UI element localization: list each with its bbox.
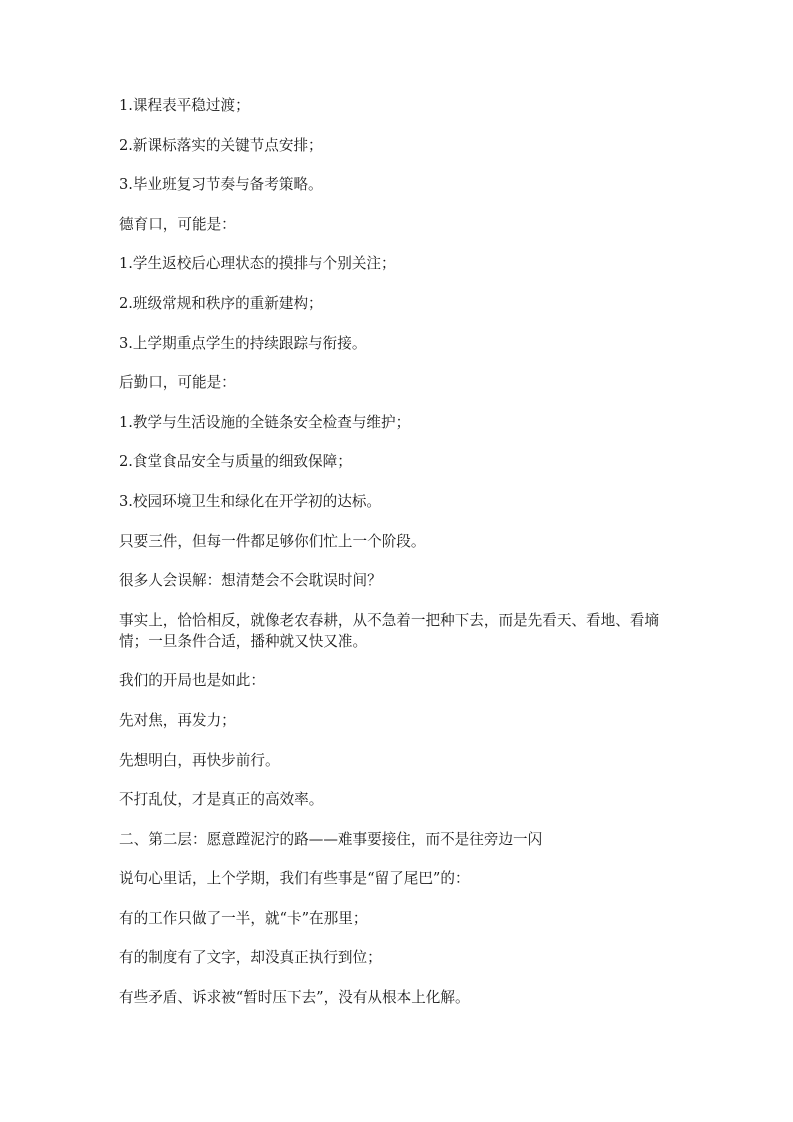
paragraph: 1.课程表平稳过渡； bbox=[119, 97, 250, 114]
paragraph: 先对焦，再发力； bbox=[119, 711, 236, 729]
paragraph: 2.新课标落实的关键节点安排； bbox=[119, 136, 323, 154]
paragraph: 德育口，可能是： bbox=[119, 215, 236, 233]
paragraph: 2.食堂食品安全与质量的细致保障； bbox=[119, 453, 352, 471]
paragraph: 3.上学期重点学生的持续跟踪与衔接。 bbox=[119, 334, 367, 352]
paragraph: 说句心里话，上个学期，我们有些事是“留了尾巴”的： bbox=[119, 870, 470, 888]
document-body bbox=[119, 95, 679, 1027]
paragraph: 后勤口，可能是： bbox=[119, 374, 236, 392]
paragraph: 有的制度有了文字，却没真正执行到位； bbox=[119, 949, 382, 967]
paragraph: 3.校园环境卫生和绿化在开学初的达标。 bbox=[119, 492, 382, 510]
paragraph: 有些矛盾、诉求被“暂时压下去”，没有从根本上化解。 bbox=[119, 989, 470, 1007]
paragraph: 我们的开局也是如此： bbox=[119, 672, 265, 690]
paragraph: 1.学生返校后心理状态的摸排与个别关注； bbox=[119, 255, 396, 273]
paragraph: 有的工作只做了一半，就“卡”在那里； bbox=[119, 909, 368, 927]
paragraph: 事实上，恰恰相反，就像老农春耕，从不急着一把种下去，而是先看天、看地、看墒情；一旦条件合适，播种就又快又准。 bbox=[119, 611, 659, 650]
paragraph: 只要三件，但每一件都足够你们忙上一个阶段。 bbox=[119, 532, 426, 550]
paragraph: 3.毕业班复习节奏与备考策略。 bbox=[119, 176, 323, 194]
paragraph: 不打乱仗，才是真正的高效率。 bbox=[119, 791, 324, 809]
paragraph: 1.教学与生活设施的全链条安全检查与维护； bbox=[119, 413, 411, 431]
paragraph: 2.班级常规和秩序的重新建构； bbox=[119, 294, 323, 312]
paragraph: 先想明白，再快步前行。 bbox=[119, 751, 280, 769]
section-heading: 二、第二层：愿意蹚泥泞的路——难事要接住，而不是往旁边一闪 bbox=[119, 830, 543, 848]
paragraph: 很多人会误解：想清楚会不会耽误时间？ bbox=[119, 572, 382, 590]
